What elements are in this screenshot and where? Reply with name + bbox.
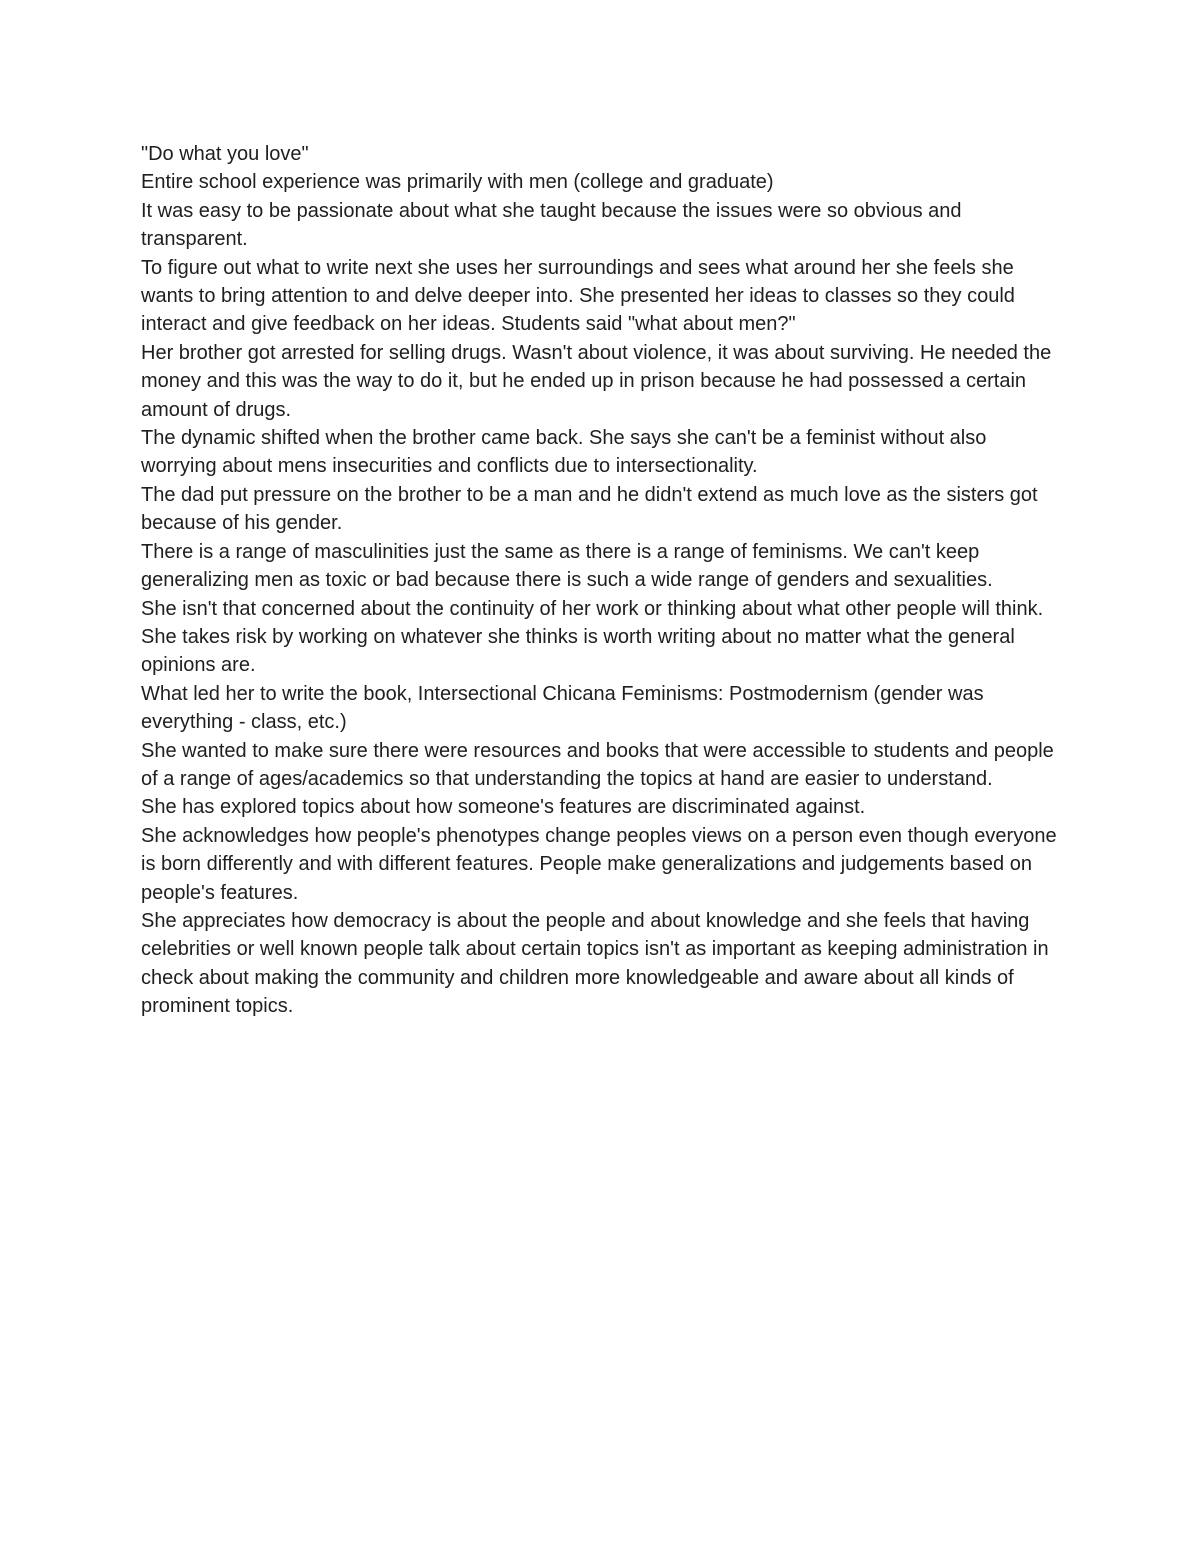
paragraph-11: She wanted to make sure there were resources and books that were accessible to students and people of a range of ages/academics so that understanding the topics at hand are easier to understand. <box>141 739 1054 790</box>
paragraph-7: The dad put pressure on the brother to be a man and he didn't extend as much love as the sisters got because of his gender. <box>141 483 1038 535</box>
paragraph-5: Her brother got arrested for selling drugs. Wasn't about violence, it was about surviving. He needed the money and this was the way to do it, but he ended up in prison because he had possessed a certain amount of drugs. <box>141 341 1052 421</box>
paragraph-1: "Do what you love" <box>141 143 309 165</box>
paragraph-10: What led her to write the book, Intersectional Chicana Feminisms: Postmodernism (gender was everything - class, etc.) <box>141 682 984 734</box>
paragraph-8: There is a range of masculinities just the same as there is a range of feminisms. We can't keep generalizing men as toxic or bad because there is such a wide range of genders and sexualities. <box>141 540 993 592</box>
paragraph-14: She appreciates how democracy is about the people and about knowledge and she feels that having celebrities or well known people talk about certain topics isn't as important as keeping administration in check about making the community and children more knowledgeable and aware about all kinds of prominent topics. <box>141 909 1049 1018</box>
paragraph-6: The dynamic shifted when the brother came back. She says she can't be a feminist without also worrying about mens insecurities and conflicts due to intersectionality. <box>141 427 987 478</box>
paragraph-2: Entire school experience was primarily with men (college and graduate) <box>141 171 774 194</box>
paragraph-3: It was easy to be passionate about what she taught because the issues were so obvious and transparent. <box>141 199 962 251</box>
paragraph-4: To figure out what to write next she uses her surroundings and sees what around her she feels she wants to bring attention to and delve deeper into. She presented her ideas to classes so they could interact and give feedback on her ideas. Students said "what about men?" <box>141 256 1015 336</box>
paragraph-9: She isn't that concerned about the continuity of her work or thinking about what other people will think. She takes risk by working on whatever she thinks is worth writing about no matter what the general opinions are. <box>141 597 1044 677</box>
document-body <box>141 140 1066 1021</box>
paragraph-13: She acknowledges how people's phenotypes change peoples views on a person even though everyone is born differently and with different features. People make generalizations and judgements based on people's features. <box>141 824 1057 904</box>
paragraph-12: She has explored topics about how someone's features are discriminated against. <box>141 796 866 819</box>
